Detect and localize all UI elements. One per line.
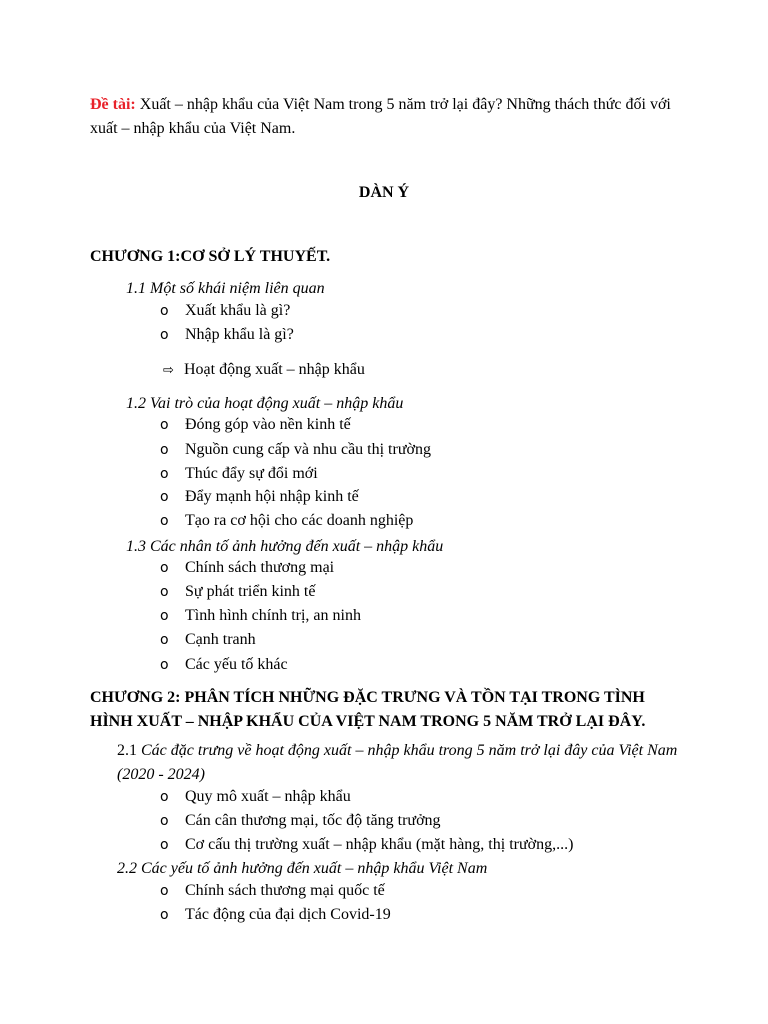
bullet-icon: o — [160, 883, 169, 899]
list-item: o Tác động của đại dịch Covid-19 — [160, 903, 391, 927]
list-item: o Xuất khẩu là gì? — [160, 299, 290, 323]
list-item: o Tạo ra cơ hội cho các doanh nghiệp — [160, 509, 413, 533]
section-1-3-title: 1.3 Các nhân tố ảnh hưởng đến xuất – nhập khẩu — [126, 538, 444, 555]
list-item: o Đẩy mạnh hội nhập kinh tế — [160, 485, 359, 509]
list-item: o Nhập khẩu là gì? — [160, 323, 294, 347]
list-item: ⇨ Hoạt động xuất – nhập khẩu — [160, 358, 365, 382]
section-2-1-text: Các đặc trưng về hoạt động xuất – nhập khẩu trong 5 năm trở lại đây của Việt Nam (2020 - 2024) — [117, 742, 678, 783]
section-1-2-title: 1.2 Vai trò của hoạt động xuất – nhập khẩu — [126, 395, 404, 412]
bullet-icon: o — [160, 489, 169, 505]
list-item: o Các yếu tố khác — [160, 653, 288, 677]
bullet-icon: o — [160, 466, 169, 482]
bullet-icon: o — [160, 813, 169, 829]
list-item: o Cạnh tranh — [160, 628, 256, 652]
topic-text: Xuất – nhập khẩu của Việt Nam trong 5 năm trở lại đây? Những thách thức đối với xuất – nhập khẩu của Việt Nam. — [90, 96, 671, 137]
topic-label: Đề tài: — [90, 96, 136, 113]
arrow-right-icon: ⇨ — [163, 363, 174, 378]
section-1-1-title: 1.1 Một số khái niệm liên quan — [126, 280, 325, 297]
bullet-icon: o — [160, 560, 169, 576]
outline-title: DÀN Ý — [358, 184, 410, 201]
list-item: o Chính sách thương mại quốc tế — [160, 879, 385, 903]
list-item: o Quy mô xuất – nhập khẩu — [160, 785, 351, 809]
chapter-1-title: CHƯƠNG 1:CƠ SỞ LÝ THUYẾT. — [90, 248, 331, 265]
bullet-icon: o — [160, 608, 169, 624]
bullet-icon: o — [160, 632, 169, 648]
list-item: o Cơ cấu thị trường xuất – nhập khẩu (mặt hàng, thị trường,...) — [160, 833, 573, 857]
bullet-icon: o — [160, 417, 169, 433]
section-2-2-title: 2.2 Các yếu tố ảnh hưởng đến xuất – nhập khẩu Việt Nam — [117, 860, 488, 877]
list-item: o Đóng góp vào nền kinh tế — [160, 413, 351, 437]
bullet-icon: o — [160, 584, 169, 600]
section-2-1-number: 2.1 — [117, 742, 137, 759]
list-item: o Sự phát triển kinh tế — [160, 580, 315, 604]
bullet-icon: o — [160, 442, 169, 458]
section-2-1-title — [117, 739, 717, 787]
bullet-icon: o — [160, 657, 169, 673]
bullet-icon: o — [160, 837, 169, 853]
bullet-icon: o — [160, 513, 169, 529]
bullet-icon: o — [160, 789, 169, 805]
bullet-icon: o — [160, 907, 169, 923]
chapter-2-title: CHƯƠNG 2: PHÂN TÍCH NHỮNG ĐẶC TRƯNG VÀ TỒN TẠI TRONG TÌNH HÌNH XUẤT – NHẬP KHẨU CỦA VIỆT NAM TRONG 5 NĂM TRỞ LẠI ĐÂY. — [90, 689, 646, 730]
list-item: o Chính sách thương mại — [160, 556, 334, 580]
list-item: o Nguồn cung cấp và nhu cầu thị trường — [160, 438, 431, 462]
list-item: o Thúc đẩy sự đổi mới — [160, 462, 318, 486]
list-item: o Tình hình chính trị, an ninh — [160, 604, 361, 628]
bullet-icon: o — [160, 327, 169, 343]
topic-paragraph — [90, 93, 690, 141]
bullet-icon: o — [160, 303, 169, 319]
list-item: o Cán cân thương mại, tốc độ tăng trưởng — [160, 809, 441, 833]
